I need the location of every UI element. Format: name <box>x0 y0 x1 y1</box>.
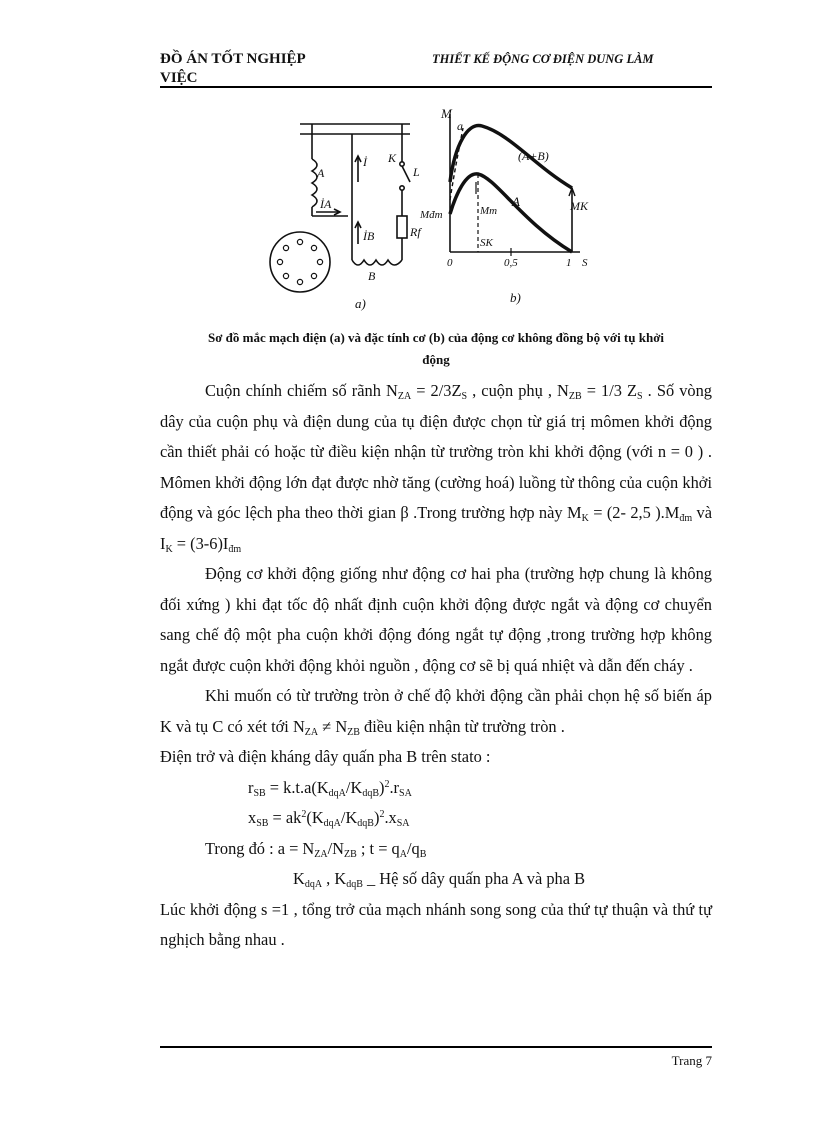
label-a-I: İ <box>363 155 367 169</box>
label-a-K: K <box>388 151 397 165</box>
equation-rsb: $r_{SB} = k.t.a(K_{dqA}/K_{dqB})^2.r_{SA}$ <box>248 777 412 799</box>
figure-svg <box>260 104 600 316</box>
paragraph-1: Cuộn chính chiếm số rãnh $N_{ZA} = 2/3Z_S$ , cuộn phụ , $N_{ZB} = 1/3$ $Z_S$ . Số vòng dây của cuộn phụ và điện dung của tụ điện được chọn từ giá trị mômen khởi động cần thiết phải có hoặc từ điều kiện nhận từ trường tròn khi khởi động (với n = 0 ) . Mômen khởi động lớn đạt được nhờ tăng (cường hoá) luồng từ thông của cuộn khởi động và góc lệch pha theo thời gian β .Trong trường hợp này $M_K = (2-$ 2,5 )$.M_{đm}$ và $I_K = (3-6)I_{đm}$ <box>160 381 712 555</box>
label-b-AB: (A+B) <box>518 149 549 163</box>
header-title-line2: VIỆC <box>160 70 198 86</box>
page-number: Trang 7 <box>671 1053 712 1068</box>
label-a-A: A <box>317 166 325 180</box>
header-title-line1: ĐỒ ÁN TỐT NGHIỆP <box>160 51 306 67</box>
label-a-L: L <box>413 165 420 179</box>
label-a-IA: İA <box>320 197 332 211</box>
label-b-M: M <box>441 106 452 121</box>
header-rule <box>160 86 712 88</box>
circuit-diagram <box>270 124 410 292</box>
label-b-Mdm: Mđm <box>420 209 443 221</box>
label-b-SK: SK <box>480 237 493 249</box>
header-subtitle: THIẾT KẾ ĐỘNG CƠ ĐIỆN DUNG LÀM <box>432 52 654 66</box>
label-a-IB: İB <box>363 229 375 243</box>
paragraph-3: Khi muốn có từ trường tròn ở chế độ khởi động cần phải chọn hệ số biến áp K và tụ C có xét tới $N_{ZA} \ne N_{ZB}$ điều kiện nhận từ trường tròn . <box>160 686 712 738</box>
label-b-MK: MK <box>570 199 588 213</box>
body-text <box>160 376 712 956</box>
label-a-part: a) <box>355 296 366 311</box>
label-a-Rf: Rf <box>410 225 421 239</box>
paragraph-5: Lúc khởi động s =1 , tổng trở của mạch nhánh song song của thứ tự thuận và thứ tự nghịch bằng nhau . <box>160 899 712 949</box>
label-b-half: 0,5 <box>504 257 518 269</box>
label-b-one: 1 <box>566 257 572 269</box>
equation-xsb: $x_{SB} = ak^2(K_{dqA}/K_{dqB})^2.x_{SA}$ <box>248 808 410 829</box>
label-b-part: b) <box>510 290 521 305</box>
label-b-A: A <box>512 194 520 209</box>
header-left <box>160 50 306 88</box>
paragraph-4: Điện trở và điện kháng dây quấn pha B trên stato : <box>160 747 491 766</box>
label-b-Mm: Mm <box>480 205 498 217</box>
caption-line1: Sơ đồ mắc mạch điện (a) và đặc tính cơ (b) của động cơ không đồng bộ với tụ khởi <box>207 330 665 345</box>
figure <box>260 104 600 316</box>
torque-chart <box>450 114 580 256</box>
caption-line2: động <box>422 352 450 367</box>
label-b-S: S <box>582 257 588 269</box>
motor-slots <box>277 239 322 284</box>
label-a-B: B <box>368 269 376 283</box>
equation-kdq: $K_{dqA}$ , $K_{dqB}$ _ Hệ số dây quấn pha A và pha B <box>293 869 586 890</box>
paragraph-2: Động cơ khởi động giống như động cơ hai pha (trường hợp chung là không đối xứng ) khi đạt tốc độ nhất định cuộn khởi động được ngắt và động cơ chuyển sang chế độ một pha cuộn khởi động đóng ngắt tự động ,trong trường hợp không ngắt được cuộn khởi động khỏi nguồn , động cơ sẽ bị quá nhiệt và dẫn đến cháy . <box>160 564 712 675</box>
figure-caption <box>160 327 712 371</box>
footer-rule <box>160 1046 712 1048</box>
label-b-zero: 0 <box>447 257 453 269</box>
equation-where: Trong đó : $a = N_{ZA}/N_{ZB}$ ; $t = q_A/q_B$ <box>205 838 427 860</box>
label-b-a: a <box>457 119 463 133</box>
